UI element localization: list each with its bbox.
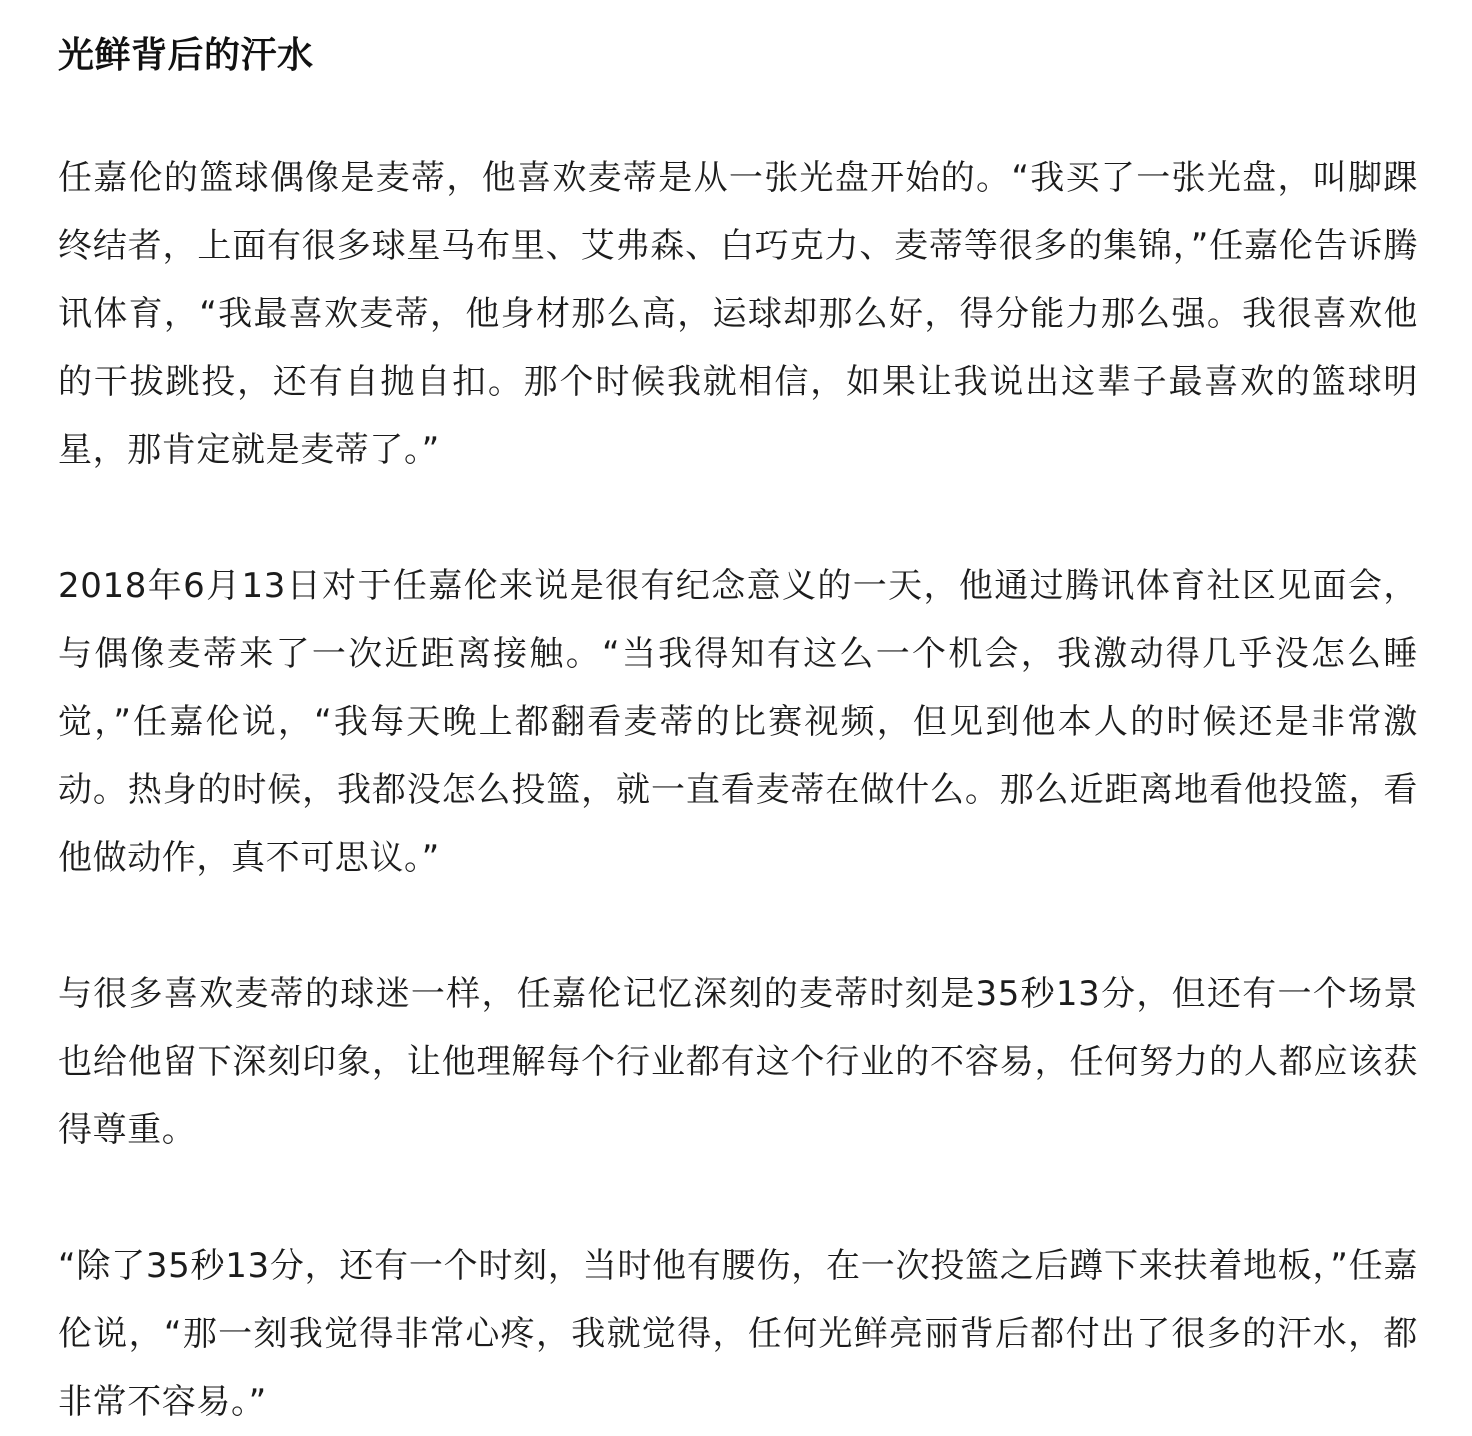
paragraph-1: 任嘉伦的篮球偶像是麦蒂，他喜欢麦蒂是从一张光盘开始的。“我买了一张光盘，叫脚踝终结者，上面有很多球星马布里、艾弗森、白巧克力、麦蒂等很多的集锦，”任嘉伦告诉腾讯体育，“我最喜欢麦蒂，他身材那么高，运球却那么好，得分能力那么强。我很喜欢他的干拔跳投，还有自抛自扣。那个时候我就相信，如果让我说出这辈子最喜欢的篮球明星，那肯定就是麦蒂了。” (58, 158, 1418, 470)
paragraph-3: 与很多喜欢麦蒂的球迷一样，任嘉伦记忆深刻的麦蒂时刻是35秒13分，但还有一个场景也给他留下深刻印象，让他理解每个行业都有这个行业的不容易，任何努力的人都应该获得尊重。 (58, 974, 1418, 1150)
article-title: 光鲜背后的汗水 (58, 35, 314, 76)
paragraph-4: “除了35秒13分，还有一个时刻，当时他有腰伤，在一次投篮之后蹲下来扶着地板，”任嘉伦说，“那一刻我觉得非常心疼，我就觉得，任何光鲜亮丽背后都付出了很多的汗水，都非常不容易。” (58, 1246, 1418, 1422)
article (58, 0, 1418, 1436)
paragraph-2: 2018年6月13日对于任嘉伦来说是很有纪念意义的一天，他通过腾讯体育社区见面会，与偶像麦蒂来了一次近距离接触。“当我得知有这么一个机会，我激动得几乎没怎么睡觉，”任嘉伦说，“我每天晚上都翻看麦蒂的比赛视频，但见到他本人的时候还是非常激动。热身的时候，我都没怎么投篮，就一直看麦蒂在做什么。那么近距离地看他投篮，看他做动作，真不可思议。” (58, 566, 1418, 878)
